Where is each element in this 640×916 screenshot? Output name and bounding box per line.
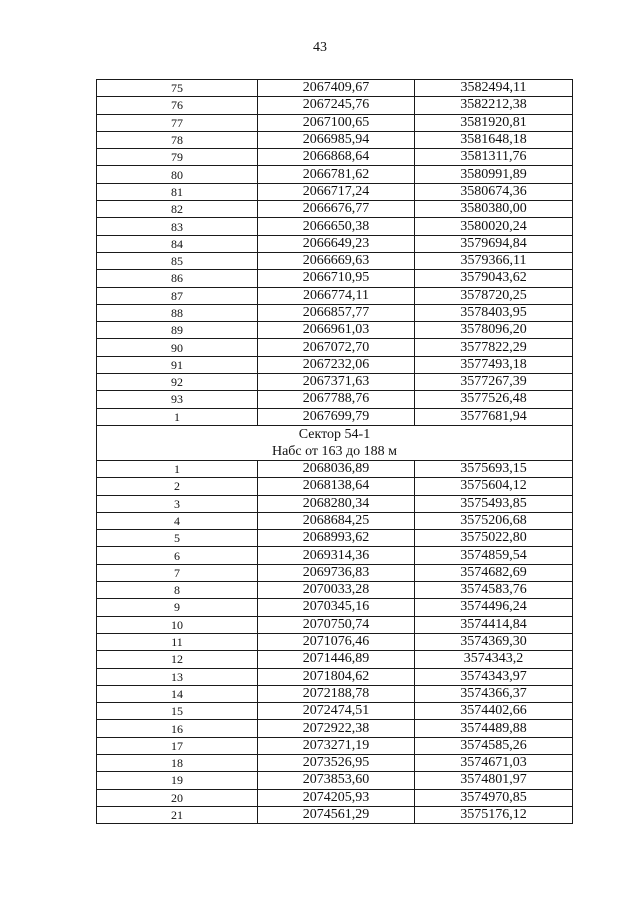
point-number: 15: [97, 703, 258, 720]
point-number: 89: [97, 322, 258, 339]
table-row: [97, 478, 573, 495]
table-row: [97, 651, 573, 668]
x-coordinate: 2068993,62: [258, 530, 415, 547]
point-number: 2: [97, 478, 258, 495]
table-row: [97, 304, 573, 321]
y-coordinate: 3577493,18: [415, 356, 573, 373]
x-coordinate: 2071446,89: [258, 651, 415, 668]
x-coordinate: 2068036,89: [258, 460, 415, 477]
sector-title-row: [97, 425, 573, 443]
table-row: [97, 408, 573, 425]
table-row: [97, 460, 573, 477]
y-coordinate: 3575022,80: [415, 530, 573, 547]
x-coordinate: 2072188,78: [258, 685, 415, 702]
table-row: [97, 564, 573, 581]
x-coordinate: 2066717,24: [258, 183, 415, 200]
x-coordinate: 2071076,46: [258, 633, 415, 650]
point-number: 76: [97, 97, 258, 114]
y-coordinate: 3579366,11: [415, 252, 573, 269]
y-coordinate: 3580380,00: [415, 201, 573, 218]
y-coordinate: 3575206,68: [415, 512, 573, 529]
x-coordinate: 2066961,03: [258, 322, 415, 339]
x-coordinate: 2067100,65: [258, 114, 415, 131]
x-coordinate: 2066669,63: [258, 252, 415, 269]
table-row: [97, 201, 573, 218]
table-row: [97, 633, 573, 650]
x-coordinate: 2067371,63: [258, 374, 415, 391]
point-number: 82: [97, 201, 258, 218]
x-coordinate: 2067788,76: [258, 391, 415, 408]
point-number: 11: [97, 633, 258, 650]
y-coordinate: 3581311,76: [415, 149, 573, 166]
table-row: [97, 754, 573, 771]
point-number: 85: [97, 252, 258, 269]
x-coordinate: 2073853,60: [258, 772, 415, 789]
x-coordinate: 2066868,64: [258, 149, 415, 166]
x-coordinate: 2066857,77: [258, 304, 415, 321]
y-coordinate: 3578096,20: [415, 322, 573, 339]
point-number: 9: [97, 599, 258, 616]
x-coordinate: 2071804,62: [258, 668, 415, 685]
y-coordinate: 3577267,39: [415, 374, 573, 391]
point-number: 18: [97, 754, 258, 771]
point-number: 86: [97, 270, 258, 287]
y-coordinate: 3575604,12: [415, 478, 573, 495]
y-coordinate: 3577822,29: [415, 339, 573, 356]
table-row: [97, 737, 573, 754]
y-coordinate: 3574414,84: [415, 616, 573, 633]
sector-title: Сектор 54-1: [97, 425, 573, 443]
y-coordinate: 3577681,94: [415, 408, 573, 425]
y-coordinate: 3574583,76: [415, 582, 573, 599]
point-number: 92: [97, 374, 258, 391]
y-coordinate: 3582212,38: [415, 97, 573, 114]
table-row: [97, 183, 573, 200]
y-coordinate: 3574489,88: [415, 720, 573, 737]
point-number: 84: [97, 235, 258, 252]
table-row: [97, 270, 573, 287]
table-row: [97, 685, 573, 702]
point-number: 17: [97, 737, 258, 754]
y-coordinate: 3575176,12: [415, 806, 573, 823]
point-number: 75: [97, 80, 258, 97]
table-row: [97, 374, 573, 391]
x-coordinate: 2066676,77: [258, 201, 415, 218]
table-row: [97, 582, 573, 599]
y-coordinate: 3574801,97: [415, 772, 573, 789]
x-coordinate: 2074561,29: [258, 806, 415, 823]
table-row: [97, 166, 573, 183]
y-coordinate: 3578720,25: [415, 287, 573, 304]
x-coordinate: 2073526,95: [258, 754, 415, 771]
x-coordinate: 2066710,95: [258, 270, 415, 287]
sector-header: [97, 425, 573, 460]
point-number: 93: [97, 391, 258, 408]
table-row: [97, 806, 573, 823]
x-coordinate: 2067409,67: [258, 80, 415, 97]
y-coordinate: 3574970,85: [415, 789, 573, 806]
x-coordinate: 2070345,16: [258, 599, 415, 616]
y-coordinate: 3574369,30: [415, 633, 573, 650]
x-coordinate: 2066649,23: [258, 235, 415, 252]
x-coordinate: 2070033,28: [258, 582, 415, 599]
table-row: [97, 235, 573, 252]
point-number: 19: [97, 772, 258, 789]
y-coordinate: 3580020,24: [415, 218, 573, 235]
y-coordinate: 3574343,2: [415, 651, 573, 668]
table-row: [97, 287, 573, 304]
y-coordinate: 3574343,97: [415, 668, 573, 685]
point-number: 1: [97, 460, 258, 477]
y-coordinate: 3575493,85: [415, 495, 573, 512]
x-coordinate: 2067232,06: [258, 356, 415, 373]
x-coordinate: 2072922,38: [258, 720, 415, 737]
table-body-after: [97, 460, 573, 823]
y-coordinate: 3574366,37: [415, 685, 573, 702]
point-number: 8: [97, 582, 258, 599]
point-number: 87: [97, 287, 258, 304]
table-row: [97, 703, 573, 720]
point-number: 88: [97, 304, 258, 321]
y-coordinate: 3579043,62: [415, 270, 573, 287]
y-coordinate: 3574496,24: [415, 599, 573, 616]
y-coordinate: 3580991,89: [415, 166, 573, 183]
table-row: [97, 149, 573, 166]
point-number: 21: [97, 806, 258, 823]
y-coordinate: 3582494,11: [415, 80, 573, 97]
y-coordinate: 3580674,36: [415, 183, 573, 200]
point-number: 80: [97, 166, 258, 183]
table-row: [97, 547, 573, 564]
y-coordinate: 3574402,66: [415, 703, 573, 720]
table-row: [97, 789, 573, 806]
y-coordinate: 3574671,03: [415, 754, 573, 771]
point-number: 90: [97, 339, 258, 356]
table-row: [97, 391, 573, 408]
point-number: 14: [97, 685, 258, 702]
x-coordinate: 2067699,79: [258, 408, 415, 425]
table-row: [97, 356, 573, 373]
x-coordinate: 2069314,36: [258, 547, 415, 564]
table-row: [97, 339, 573, 356]
x-coordinate: 2069736,83: [258, 564, 415, 581]
table-row: [97, 252, 573, 269]
point-number: 10: [97, 616, 258, 633]
x-coordinate: 2067072,70: [258, 339, 415, 356]
point-number: 91: [97, 356, 258, 373]
x-coordinate: 2066774,11: [258, 287, 415, 304]
x-coordinate: 2073271,19: [258, 737, 415, 754]
table-row: [97, 131, 573, 148]
x-coordinate: 2066650,38: [258, 218, 415, 235]
table-body-before: [97, 80, 573, 426]
x-coordinate: 2070750,74: [258, 616, 415, 633]
x-coordinate: 2068138,64: [258, 478, 415, 495]
coordinates-table: [96, 79, 573, 824]
point-number: 77: [97, 114, 258, 131]
point-number: 13: [97, 668, 258, 685]
x-coordinate: 2066781,62: [258, 166, 415, 183]
point-number: 79: [97, 149, 258, 166]
table-row: [97, 599, 573, 616]
x-coordinate: 2066985,94: [258, 131, 415, 148]
point-number: 20: [97, 789, 258, 806]
table-row: [97, 720, 573, 737]
point-number: 1: [97, 408, 258, 425]
y-coordinate: 3578403,95: [415, 304, 573, 321]
y-coordinate: 3574682,69: [415, 564, 573, 581]
x-coordinate: 2068280,34: [258, 495, 415, 512]
point-number: 5: [97, 530, 258, 547]
x-coordinate: 2068684,25: [258, 512, 415, 529]
x-coordinate: 2072474,51: [258, 703, 415, 720]
point-number: 3: [97, 495, 258, 512]
table-row: [97, 80, 573, 97]
sector-subtitle-row: [97, 443, 573, 461]
table-row: [97, 322, 573, 339]
sector-subtitle: Набс от 163 до 188 м: [97, 443, 573, 461]
table-row: [97, 97, 573, 114]
x-coordinate: 2067245,76: [258, 97, 415, 114]
point-number: 6: [97, 547, 258, 564]
point-number: 81: [97, 183, 258, 200]
table-row: [97, 512, 573, 529]
y-coordinate: 3574585,26: [415, 737, 573, 754]
x-coordinate: 2074205,93: [258, 789, 415, 806]
table-row: [97, 218, 573, 235]
table-row: [97, 114, 573, 131]
point-number: 78: [97, 131, 258, 148]
y-coordinate: 3575693,15: [415, 460, 573, 477]
y-coordinate: 3577526,48: [415, 391, 573, 408]
point-number: 7: [97, 564, 258, 581]
y-coordinate: 3581648,18: [415, 131, 573, 148]
table-row: [97, 616, 573, 633]
page-number: 43: [313, 40, 327, 55]
table-row: [97, 668, 573, 685]
y-coordinate: 3574859,54: [415, 547, 573, 564]
y-coordinate: 3579694,84: [415, 235, 573, 252]
y-coordinate: 3581920,81: [415, 114, 573, 131]
table-row: [97, 772, 573, 789]
point-number: 4: [97, 512, 258, 529]
table-row: [97, 495, 573, 512]
point-number: 12: [97, 651, 258, 668]
point-number: 83: [97, 218, 258, 235]
table-row: [97, 530, 573, 547]
point-number: 16: [97, 720, 258, 737]
